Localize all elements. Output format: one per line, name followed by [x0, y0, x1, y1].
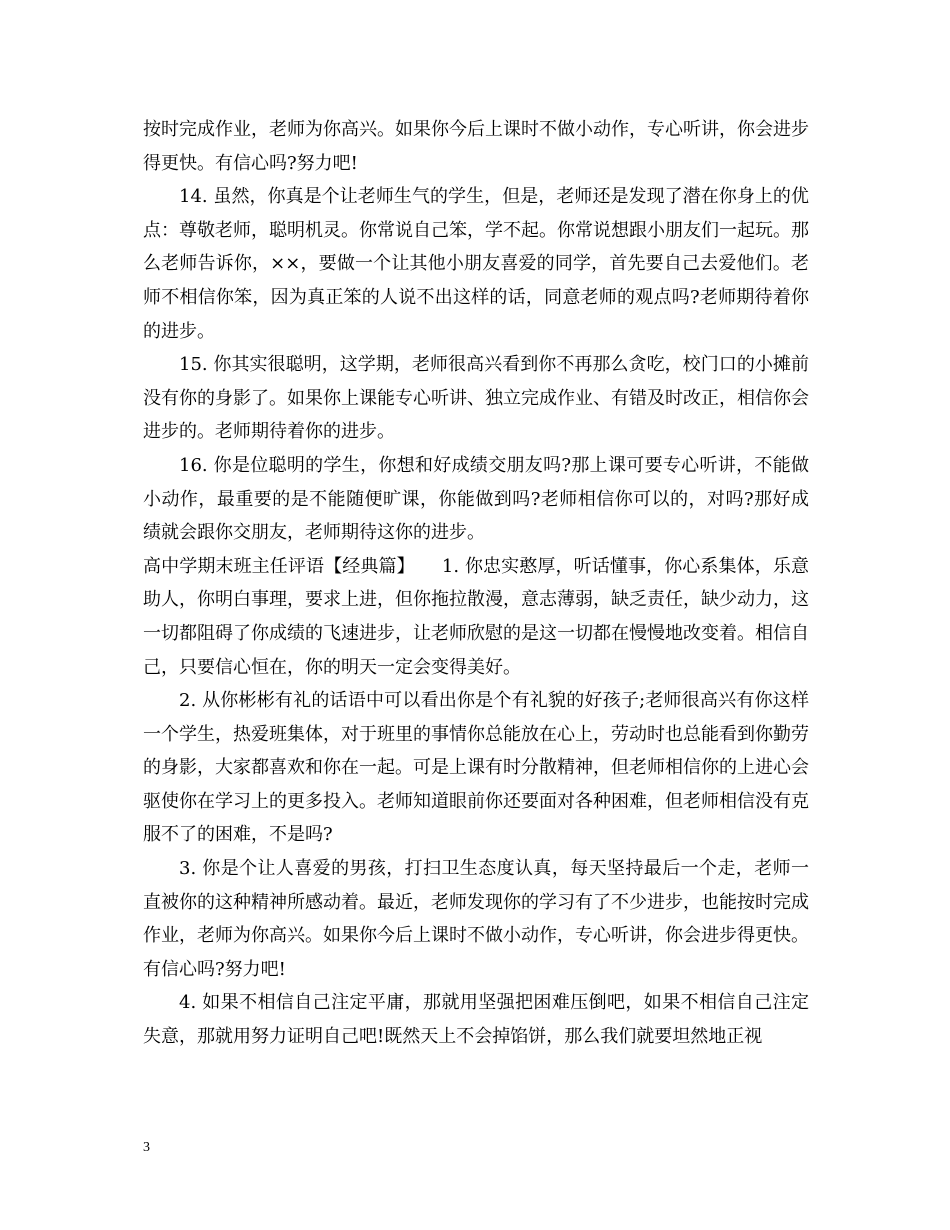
paragraph-item-16: 16. 你是位聪明的学生，你想和好成绩交朋友吗?那上课可要专心听讲，不能做小动作，最重要的是不能随便旷课，你能做到吗?老师相信你可以的，对吗?那好成绩就会跟你交朋友，老师期待这你的进步。	[143, 454, 809, 544]
paragraph-item-15: 15. 你其实很聪明，这学期，老师很高兴看到你不再那么贪吃，校门口的小摊前没有你的身影了。如果你上课能专心听讲、独立完成作业、有错及时改正，相信你会进步的。老师期待着你的进步。	[143, 354, 809, 443]
paragraph-item-2: 2. 从你彬彬有礼的话语中可以看出你是个有礼貌的好孩子;老师很高兴有你这样一个学生，热爱班集体，对于班里的事情你总能放在心上，劳动时也总能看到你勤劳的身影，大家都喜欢和你在一起。可是上课有时分散精神，但老师相信你的上进心会驱使你在学习上的更多投入。老师知道眼前你还要面对各种困难，但老师相信没有克服不了的困难，不是吗?	[143, 690, 809, 846]
paragraph-item-4: 4. 如果不相信自己注定平庸，那就用坚强把困难压倒吧，如果不相信自己注定失意，那就用努力证明自己吧!既然天上不会掉馅饼，那么我们就要坦然地正视	[143, 992, 809, 1048]
page-number: 3	[143, 1140, 150, 1155]
paragraph-continuation: 按时完成作业，老师为你高兴。如果你今后上课时不做小动作，专心听讲，你会进步得更快。有信心吗?努力吧!	[143, 119, 809, 174]
paragraph-item-3: 3. 你是个让人喜爱的男孩，打扫卫生态度认真，每天坚持最后一个走，老师一直被你的这种精神所感动着。最近，老师发现你的学习有了不少进步，也能按时完成作业，老师为你高兴。如果你今后上课时不做小动作，专心听讲，你会进步得更快。有信心吗?努力吧!	[143, 858, 809, 980]
paragraph-section-heading-item-1: 高中学期末班主任评语【经典篇】 1. 你忠实憨厚，听话懂事，你心系集体，乐意助人，你明白事理，要求上进，但你拖拉散漫，意志薄弱，缺乏责任，缺少动力，这一切都阻碍了你成绩的飞速进步，让老师欣慰的是这一切都在慢慢地改变着。相信自己，只要信心恒在，你的明天一定会变得美好。	[143, 555, 809, 678]
paragraph-item-14: 14. 虽然，你真是个让老师生气的学生，但是，老师还是发现了潜在你身上的优点：尊敬老师，聪明机灵。你常说自己笨，学不起。你常说想跟小朋友们一起玩。那么老师告诉你，××，要做一个让其他小朋友喜爱的同学，首先要自己去爱他们。老师不相信你笨，因为真正笨的人说不出这样的话，同意老师的观点吗?老师期待着你的进步。	[143, 186, 809, 342]
document-body	[143, 113, 809, 1054]
